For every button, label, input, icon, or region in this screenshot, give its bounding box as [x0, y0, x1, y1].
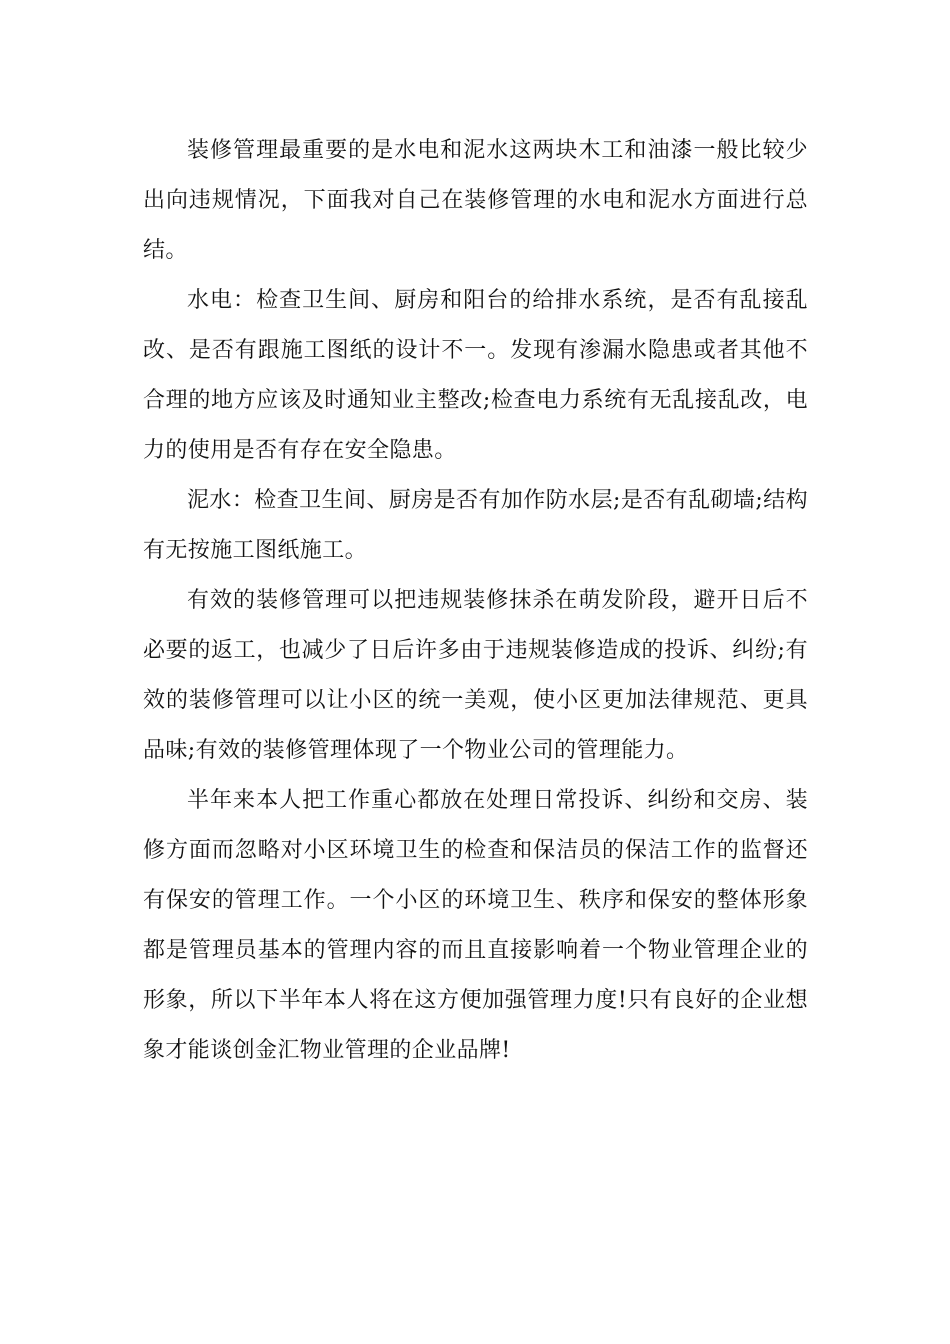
paragraph-masonry: 泥水：检查卫生间、厨房是否有加作防水层;是否有乱砌墙;结构有无按施工图纸施工。 [143, 488, 808, 563]
document-body [143, 126, 808, 1076]
paragraph-decoration-summary: 装修管理最重要的是水电和泥水这两块木工和油漆一般比较少出向违规情况，下面我对自己在装修管理的水电和泥水方面进行总结。 [143, 138, 808, 263]
paragraph-half-year-review: 半年来本人把工作重心都放在处理日常投诉、纠纷和交房、装修方面而忽略对小区环境卫生的检查和保洁员的保洁工作的监督还有保安的管理工作。一个小区的环境卫生、秩序和保安的整体形象都是管理员基本的管理内容的而且直接影响着一个物业管理企业的形象，所以下半年本人将在这方便加强管理力度!只有良好的企业想象才能谈创金汇物业管理的企业品牌! [143, 788, 808, 1063]
paragraph-effective-management: 有效的装修管理可以把违规装修抹杀在萌发阶段，避开日后不必要的返工，也减少了日后许多由于违规装修造成的投诉、纠纷;有效的装修管理可以让小区的统一美观，使小区更加法律规范、更具品味;有效的装修管理体现了一个物业公司的管理能力。 [143, 588, 808, 763]
paragraph-plumbing-electrical: 水电：检查卫生间、厨房和阳台的给排水系统，是否有乱接乱改、是否有跟施工图纸的设计不一。发现有渗漏水隐患或者其他不合理的地方应该及时通知业主整改;检查电力系统有无乱接乱改，电力的使用是否有存在安全隐患。 [143, 288, 808, 463]
